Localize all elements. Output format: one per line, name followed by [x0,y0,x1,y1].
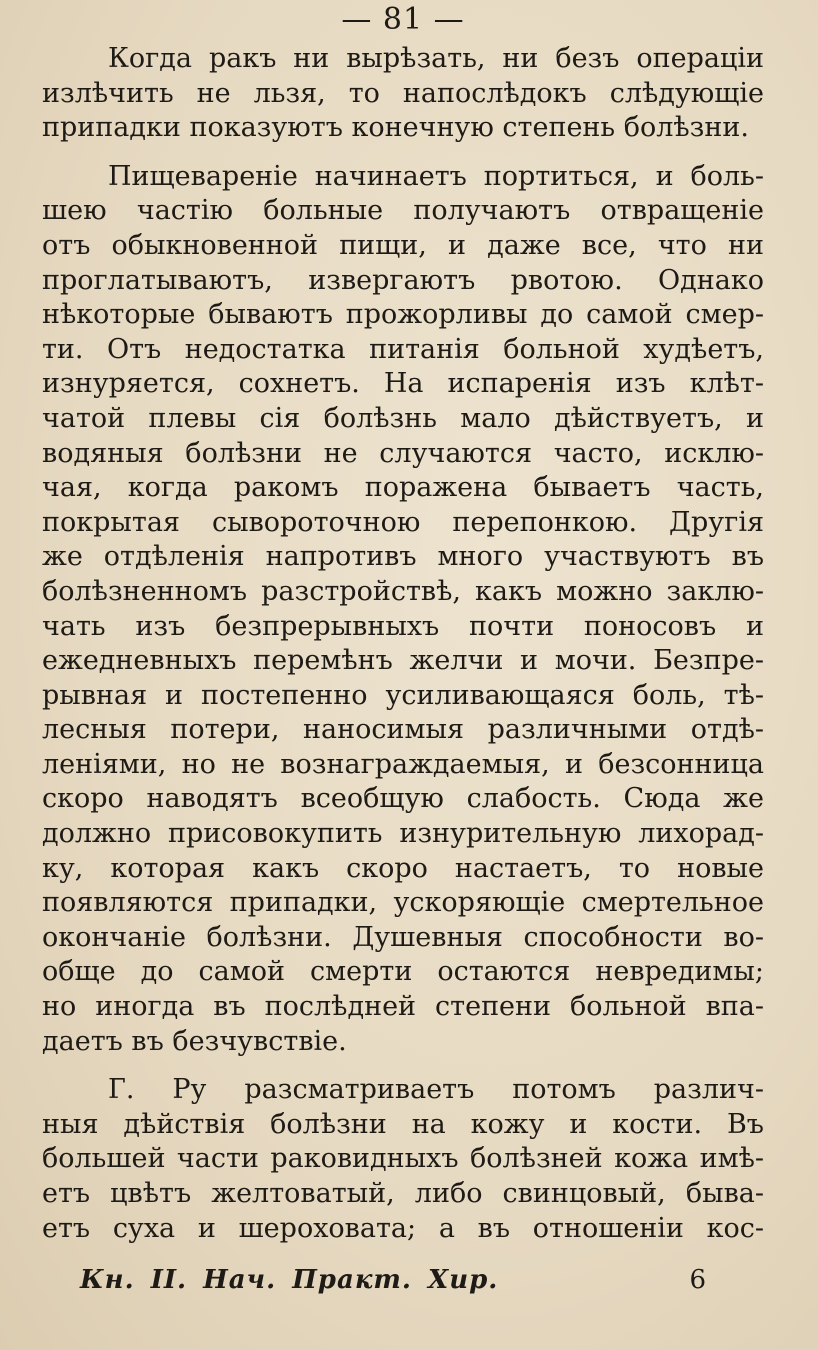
text-line: чать изъ безпрерывныхъ почти поносовъ и [42,610,764,642]
text-line: чая, когда ракомъ поражена бываетъ часть, [42,472,764,504]
text-line: даетъ въ безчувствiе. [42,1025,347,1057]
signature-mark: Кн. II. Нач. Практ. Хир. [80,1265,499,1295]
text-line: лесныя потери, наносимыя различными отдѣ- [42,714,764,746]
text-line: водяныя болѣзни не случаются часто, исклю- [42,437,764,469]
sheet-number: 6 [689,1265,706,1295]
text-line: ти. Отъ недостатка питанiя больной худѣетъ, [42,333,764,365]
text-line: должно присовокупить изнурительную лихорад- [42,818,764,850]
text-line: Г. Ру разсматриваетъ потомъ различ- [108,1074,764,1106]
text-line: скоро наводятъ всеобщую слабость. Сюда же [42,783,764,815]
text-line: появляются припадки, ускоряющiе смертельное [42,887,764,919]
text-line: Когда ракъ ни вырѣзать, ни безъ операцiи [108,43,764,74]
text-line: шею частiю больные получаютъ отвращенiе [42,195,764,227]
page-footer [80,1262,706,1302]
text-line: ежедневныхъ перемѣнъ желчи и мочи. Безпре- [42,645,764,677]
paragraph [42,1073,764,1246]
text-line: припадки показуютъ конечную степень болѣзни. [42,112,749,144]
text-line: ленiями, но не вознаграждаемыя, и безсонница [42,748,764,780]
text-line: отъ обыкновенной пищи, и даже все, что ни [42,229,764,261]
text-line: проглатываютъ, извергаютъ рвотою. Однако [42,264,764,296]
text-line: покрытая сывороточною перепонкою. Другiя [42,506,764,538]
text-line: етъ цвѣтъ желтоватый, либо свинцовый, быва- [42,1178,764,1209]
text-line: окончанiе болѣзни. Душевныя способности во- [42,921,764,953]
page-number: — 81 — [341,2,465,37]
text-line: большей части раковидныхъ болѣзней кожа имѣ- [42,1143,764,1175]
paragraph [42,160,764,1059]
text-line: ныя дѣйствiя болѣзни на кожу и кости. Въ [42,1108,764,1140]
text-line: но иногда въ послѣдней степени больной впа- [42,991,764,1023]
text-line: рывная и постепенно усиливающаяся боль, тѣ- [42,679,764,711]
text-line: болѣзненномъ разстройствѣ, какъ можно заклю- [42,575,764,607]
page-body [42,42,764,1246]
text-line: ку, которая какъ скоро настаетъ, то новые [42,852,764,884]
text-line: излѣчить не льзя, то напослѣдокъ слѣдующiе [42,77,764,109]
text-line: нѣкоторые бываютъ прожорливы до самой смер- [42,299,764,331]
text-line: же отдѣленiя напротивъ много участвуютъ въ [42,541,764,573]
text-line: изнуряется, сохнетъ. На испаренiя изъ клѣт- [42,368,764,400]
text-line: чатой плевы сiя болѣзнь мало дѣйствуетъ, и [42,402,764,434]
text-line: етъ суха и шероховата; а въ отношенiи кос- [42,1212,764,1244]
text-line: Пищеваренiе начинаетъ портиться, и боль- [108,160,764,192]
text-line: обще до самой смерти остаются невредимы; [42,956,764,988]
paragraph [42,42,764,146]
